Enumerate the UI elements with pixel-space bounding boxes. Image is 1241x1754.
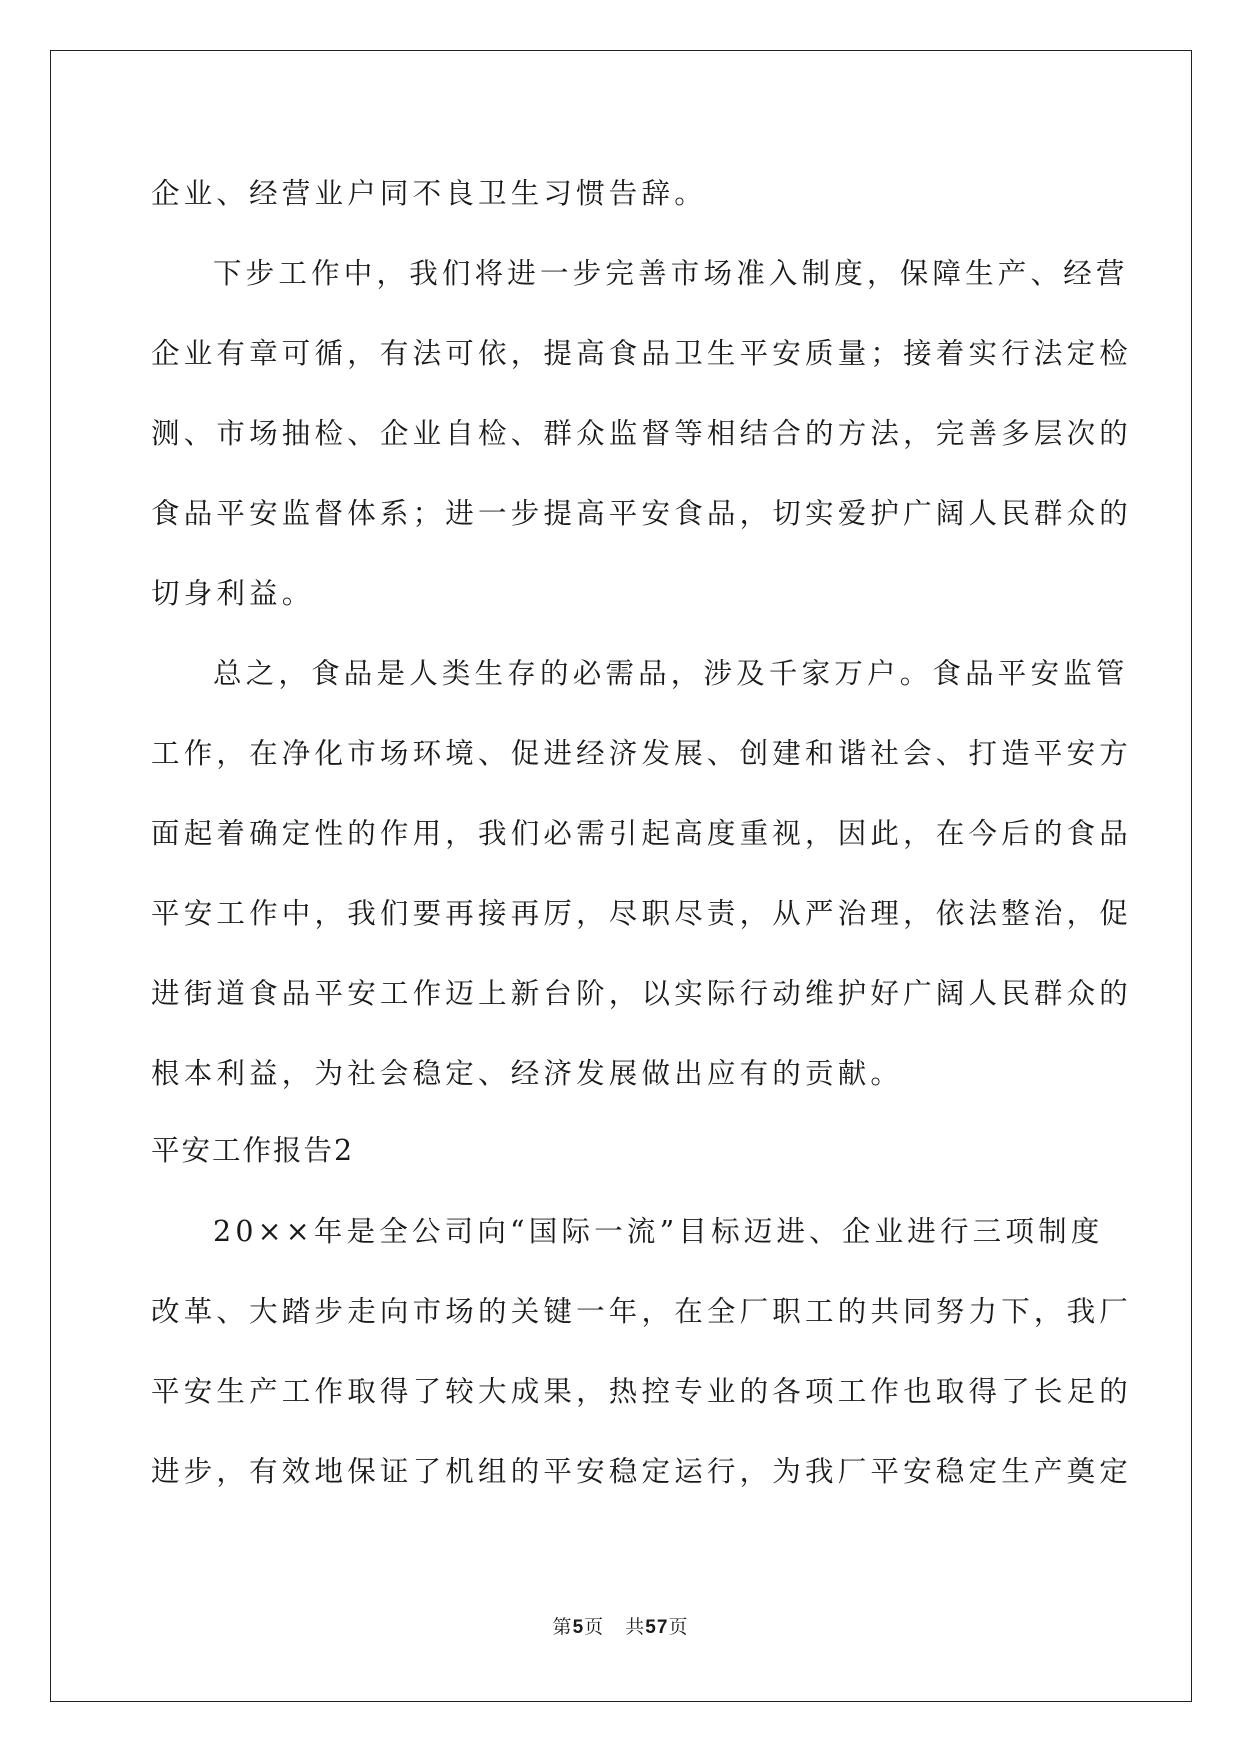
text-line: 面起着确定性的作用，我们必需引起高度重视，因此，在今后的食品 [151, 817, 1133, 850]
text-line: 改革、大踏步走向市场的关键一年，在全厂职工的共同努力下，我厂 [151, 1295, 1133, 1328]
footer-total-unit: 页 [668, 1616, 689, 1638]
text-line: 切身利益。 [151, 577, 315, 610]
total-page-count: 57 [645, 1617, 669, 1638]
text-line: 测、市场抽检、企业自检、群众监督等相结合的方法，完善多层次的 [151, 417, 1133, 450]
text-line: 企业有章可循，有法可依，提高食品卫生平安质量；接着实行法定检 [151, 337, 1133, 370]
text-line: 工作，在净化市场环境、促进经济发展、创建和谐社会、打造平安方 [151, 737, 1133, 770]
footer-total-prefix: 共 [625, 1616, 646, 1638]
section-heading: 平安工作报告2 [151, 1134, 355, 1167]
text-line: 企业、经营业户同不良卫生习惯告辞。 [151, 177, 707, 210]
text-line: 食品平安监督体系；进一步提高平安食品，切实爱护广阔人民群众的 [151, 497, 1133, 530]
current-page-number: 5 [572, 1617, 585, 1638]
text-line: 总之，食品是人类生存的必需品，涉及千家万户。食品平安监管 [213, 657, 1129, 690]
text-line: 下步工作中，我们将进一步完善市场准入制度，保障生产、经营 [213, 257, 1129, 290]
text-line: 平安工作中，我们要再接再厉，尽职尽责，从严治理，依法整治，促 [151, 897, 1133, 930]
text-line: 进步，有效地保证了机组的平安稳定运行，为我厂平安稳定生产奠定 [151, 1455, 1133, 1488]
footer-page-unit: 页 [584, 1616, 605, 1638]
footer-prefix: 第 [552, 1616, 573, 1638]
text-line: 20××年是全公司向“国际一流”目标迈进、企业进行三项制度 [213, 1215, 1104, 1248]
page-footer [0, 1612, 1241, 1639]
text-line: 平安生产工作取得了较大成果，热控专业的各项工作也取得了长足的 [151, 1375, 1133, 1408]
text-line: 根本利益，为社会稳定、经济发展做出应有的贡献。 [151, 1057, 904, 1090]
text-line: 进街道食品平安工作迈上新台阶，以实际行动维护好广阔人民群众的 [151, 977, 1133, 1010]
